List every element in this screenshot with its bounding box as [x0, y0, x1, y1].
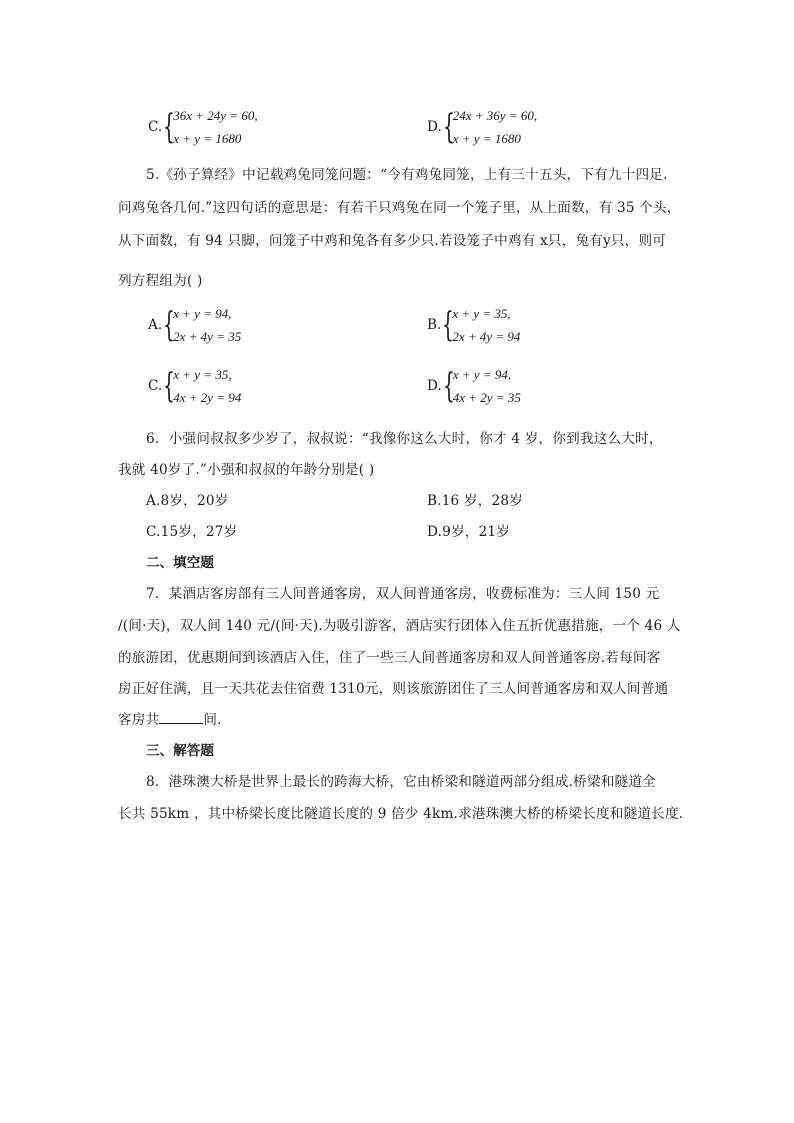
- q5-line-4: 列方程组为( ): [118, 273, 203, 289]
- q7-line-5-suffix: 间.: [203, 712, 222, 728]
- q4-option-d: [427, 104, 537, 150]
- equation: 24x + 36y = 60,: [452, 108, 538, 123]
- equation-system: [453, 363, 521, 409]
- q5-line-2: 问鸡兔各几何.”这四句话的意思是：有若干只鸡兔在同一个笼子里，从上面数，有 35 个头，: [118, 200, 681, 216]
- q6-line-2: 我就 40岁了.”小强和叔叔的年龄分别是( ): [118, 462, 375, 478]
- equation: x + y = 1680: [173, 131, 242, 146]
- q4-option-c: [148, 104, 258, 150]
- equation-system: [173, 363, 241, 409]
- equation: x + y = 35,: [173, 367, 232, 382]
- q8-line-2: 长共 55km ，其中桥梁长度比隧道长度的 9 倍少 4km.求港珠澳大桥的桥梁长度和隧道长度.: [118, 806, 684, 822]
- q8-line-1: 8．港珠澳大桥是世界上最长的跨海大桥，它由桥梁和隧道两部分组成.桥梁和隧道全: [146, 774, 656, 790]
- option-label: D.: [427, 119, 442, 135]
- equation-system: [453, 104, 537, 150]
- equation-system: [452, 302, 520, 348]
- brace-icon: {: [442, 366, 455, 406]
- answer-blank[interactable]: [159, 711, 203, 724]
- option-label: A.: [148, 317, 163, 333]
- q6-option-b: B.16 岁，28岁: [427, 493, 524, 509]
- q5-option-b: [427, 302, 520, 348]
- brace-icon: {: [163, 366, 176, 406]
- equation-system: [173, 302, 241, 348]
- equation: 4x + 2y = 35: [452, 390, 521, 405]
- option-label: B.: [427, 317, 442, 333]
- q5-option-a: [148, 302, 241, 348]
- equation: 4x + 2y = 94: [173, 390, 242, 405]
- option-label: C.: [148, 378, 163, 394]
- q7-line-1: 7．某酒店客房部有三人间普通客房，双人间普通客房，收费标准为：三人间 150 元: [146, 586, 660, 602]
- equation: x + y = 1680: [452, 131, 521, 146]
- q5-option-c: [148, 363, 241, 409]
- q6-option-a: A.8岁，20岁: [146, 493, 229, 509]
- q7-line-5: [118, 708, 222, 728]
- section-heading-fill-in: 二、填空题: [146, 555, 214, 571]
- equation: 2x + 4y = 35: [173, 329, 242, 344]
- brace-icon: {: [163, 107, 176, 147]
- brace-icon: {: [163, 305, 176, 345]
- brace-icon: {: [442, 107, 455, 147]
- q7-line-4: 房正好住满，且一天共花去住宿费 1310元，则该旅游团住了三人间普通客房和双人间普通: [118, 681, 669, 697]
- equation-system: [173, 104, 257, 150]
- q5-line-3: 从下面数，有 94 只脚，问笼子中鸡和兔各有多少只.若设笼子中鸡有 x只，兔有y只，则可: [118, 233, 667, 249]
- equation: x + y = 35,: [452, 306, 511, 321]
- q5-line-1: 5.《孙子算经》中记载鸡兔同笼问题：“今有鸡兔同笼，上有三十五头，下有九十四足.: [146, 167, 668, 183]
- equation: x + y = 94,: [452, 367, 512, 382]
- q7-line-2: /(间·天)，双人间 140 元/(间·天).为吸引游客，酒店实行团体入住五折优惠措施，一个 46 人: [118, 618, 681, 634]
- brace-icon: {: [442, 305, 455, 345]
- equation: 36x + 24y = 60,: [173, 108, 258, 123]
- q6-line-1: 6．小强问叔叔多少岁了，叔叔说：“我像你这么大时，你才 4 岁，你到我这么大时，: [146, 431, 663, 447]
- q7-line-5-prefix: 客房共: [118, 712, 160, 728]
- equation: x + y = 94,: [173, 306, 232, 321]
- q6-option-c: C.15岁，27岁: [146, 524, 238, 540]
- q6-option-d: D.9岁，21岁: [427, 524, 511, 540]
- q7-line-3: 的旅游团，优惠期间到该酒店入住，住了一些三人间普通客房和双人间普通客房.若每间客: [118, 650, 661, 666]
- q5-option-d: [427, 363, 521, 409]
- option-label: C.: [148, 119, 163, 135]
- equation: 2x + 4y = 94: [452, 329, 521, 344]
- option-label: D.: [427, 378, 442, 394]
- section-heading-solve: 三、解答题: [146, 743, 214, 759]
